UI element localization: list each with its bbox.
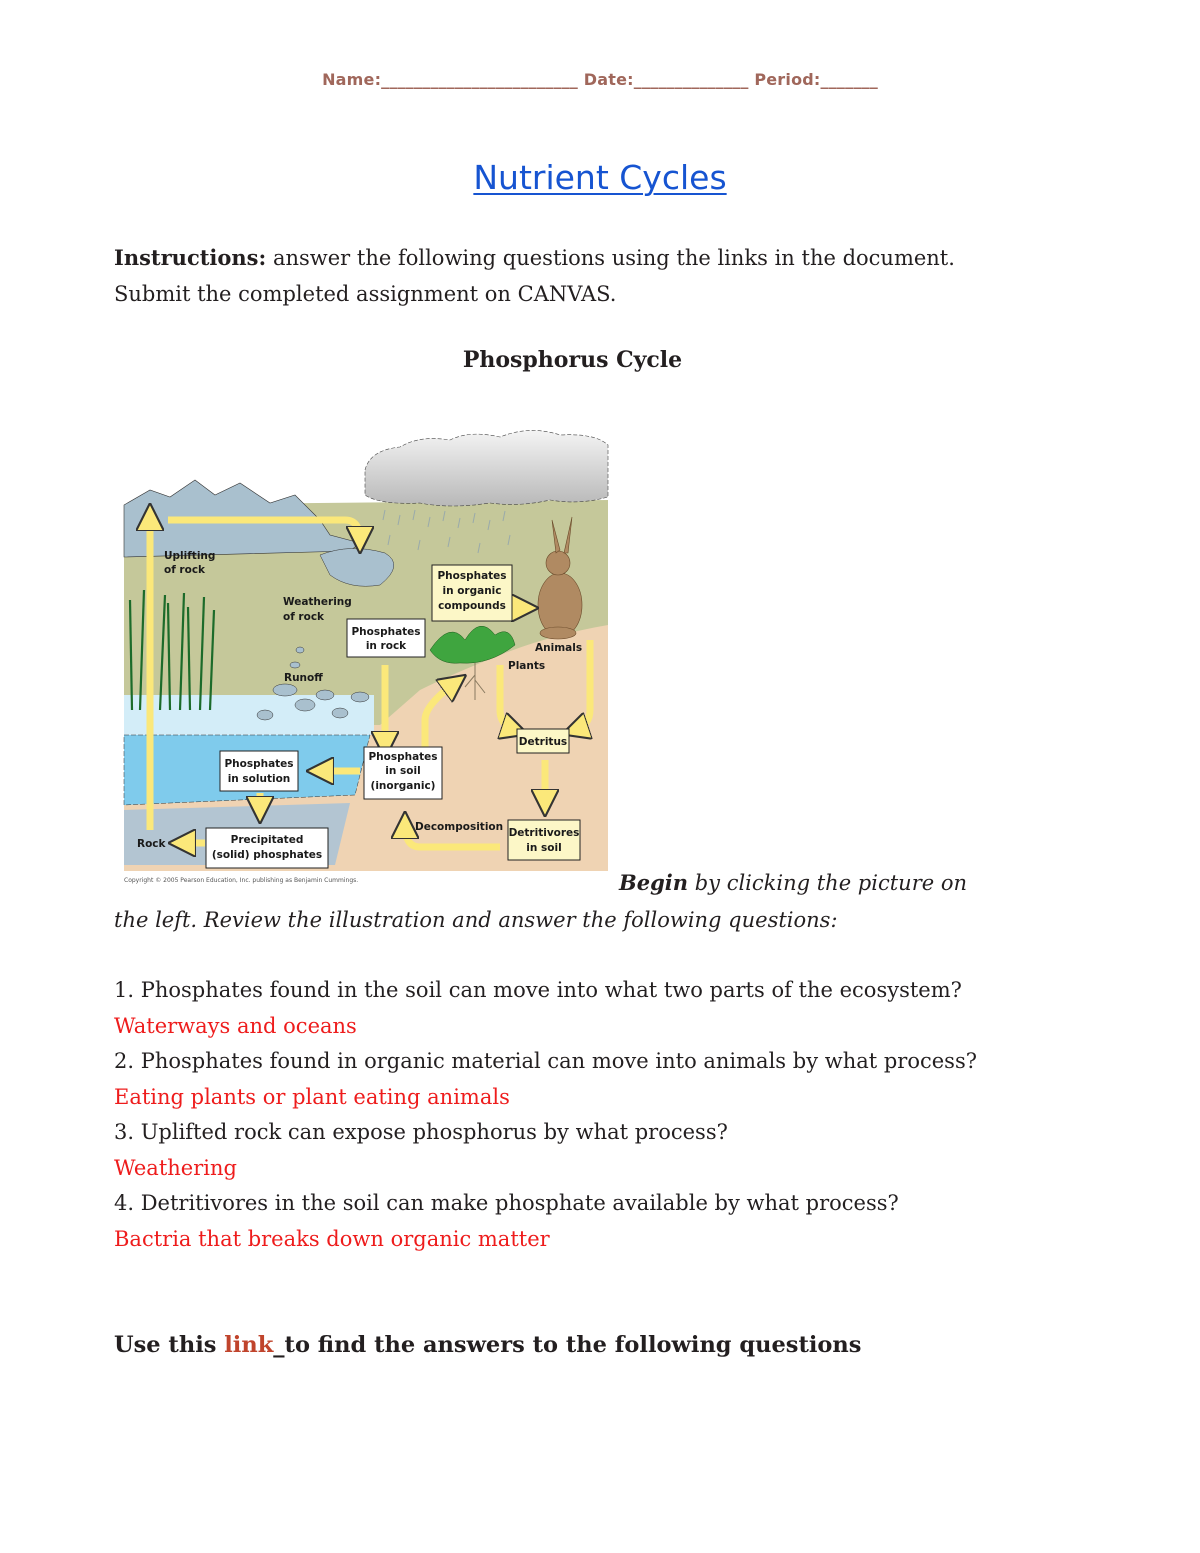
instructions-label: Instructions: xyxy=(114,245,267,270)
period-field-label: Period:_______ xyxy=(754,70,878,89)
figure-copyright: Copyright © 2005 Pearson Education, Inc. publishing as Benjamin Cummings. xyxy=(124,877,359,884)
label-animals: Animals xyxy=(535,642,583,654)
answer-2: Eating plants or plant eating animals xyxy=(114,1084,510,1109)
box-organic-line1: Phosphates xyxy=(437,570,507,582)
question-2: 2. Phosphates found in organic material can move into animals by what process? xyxy=(114,1049,977,1073)
page-title xyxy=(0,158,1200,197)
begin-instructions xyxy=(114,864,1054,939)
date-field-label: Date:______________ xyxy=(583,70,749,89)
box-detritivores-line1: Detritivores xyxy=(508,827,580,839)
instructions-text: answer the following questions using the links in the document. Submit the completed assignment on CANVAS. xyxy=(114,246,955,306)
box-solution-line1: Phosphates xyxy=(224,758,294,770)
label-weathering-2: of rock xyxy=(283,611,325,623)
box-detritivores-line2: in soil xyxy=(526,842,562,854)
phosphorus-cycle-diagram[interactable] xyxy=(120,425,610,895)
begin-text-1: by clicking the picture on xyxy=(688,871,968,895)
answer-1: Waterways and oceans xyxy=(114,1013,357,1038)
resource-link[interactable]: link xyxy=(224,1332,274,1358)
link-prefix: Use this xyxy=(114,1332,225,1358)
box-detritus: Detritus xyxy=(518,736,568,748)
label-plants: Plants xyxy=(508,660,546,672)
box-precipitated-line1: Precipitated xyxy=(230,834,304,846)
label-decomposition: Decomposition xyxy=(415,821,504,833)
question-list xyxy=(114,973,1054,1257)
box-in-rock-line1: Phosphates xyxy=(351,626,421,638)
box-organic-line3: compounds xyxy=(438,600,506,612)
begin-text-2: the left. Review the illustration and answer the following questions: xyxy=(114,908,838,932)
title-link[interactable]: Nutrient Cycles xyxy=(473,158,727,197)
answer-3: Weathering xyxy=(114,1155,237,1180)
box-organic-line2: in organic xyxy=(442,585,502,597)
student-info-header xyxy=(0,70,1200,89)
question-3: 3. Uplifted rock can expose phosphorus by what process? xyxy=(114,1120,728,1144)
box-solution-line2: in solution xyxy=(227,773,291,785)
box-in-rock-line2: in rock xyxy=(365,640,407,652)
box-soil-line3: (inorganic) xyxy=(370,780,436,792)
link-instruction xyxy=(114,1332,861,1358)
answer-4: Bactria that breaks down organic matter xyxy=(114,1226,550,1251)
link-suffix: _to find the answers to the following questions xyxy=(273,1332,862,1358)
label-runoff: Runoff xyxy=(284,672,323,684)
name-field-label: Name:________________________ xyxy=(322,70,578,89)
question-1: 1. Phosphates found in the soil can move into what two parts of the ecosystem? xyxy=(114,978,962,1002)
begin-bold: Begin xyxy=(619,870,689,895)
instructions xyxy=(114,240,994,312)
label-uplifting-1: Uplifting xyxy=(164,550,216,562)
question-4: 4. Detritivores in the soil can make phosphate available by what process? xyxy=(114,1191,899,1215)
box-soil-line2: in soil xyxy=(385,765,421,777)
label-weathering-1: Weathering xyxy=(283,596,352,608)
label-uplifting-2: of rock xyxy=(164,564,206,576)
section-title: Phosphorus Cycle xyxy=(462,347,683,373)
box-soil-line1: Phosphates xyxy=(368,751,438,763)
box-precipitated-line2: (solid) phosphates xyxy=(211,849,323,861)
label-rock: Rock xyxy=(137,838,166,850)
